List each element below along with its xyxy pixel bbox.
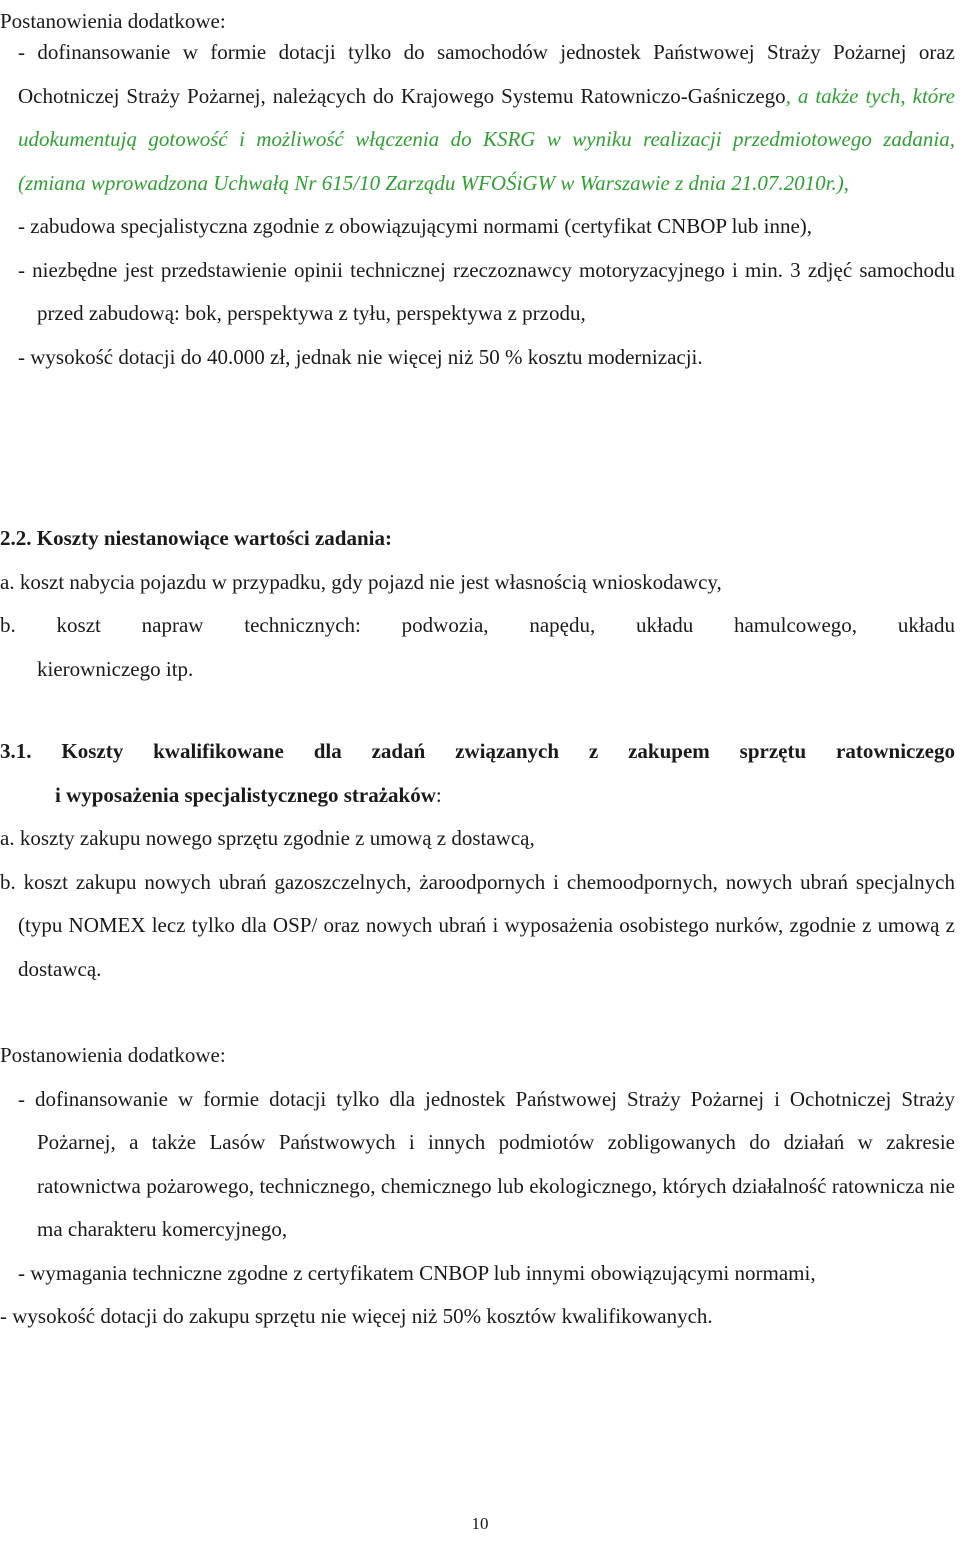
- list-item-a: a. koszty zakupu nowego sprzętu zgodnie z umową z dostawcą,: [0, 826, 535, 850]
- section-title-line2: i wyposażenia specjalistycznego strażaków: [55, 782, 436, 807]
- section-heading-2-2: [0, 517, 955, 561]
- list-item-dofinansowanie-2: - dofinansowanie w formie dotacji tylko dla jednostek Państwowej Straży Pożarnej i Ochotniczej Straży Pożarnej, a także Lasów Państwowych i innych podmiotów zobligowanych do działań w zakresie ratownictwa pożarowego, technicznego, chemicznego lub ekologicznego, których działalność ratownicza nie ma charakteru komercyjnego,: [18, 1086, 955, 1241]
- list-item-wymagania: - wymagania techniczne zgodne z certyfikatem CNBOP lub innymi obowiązującymi normami,: [18, 1260, 816, 1285]
- section-title-postanowienia-2: Postanowienia dodatkowe:: [0, 1043, 226, 1067]
- page-number: 10: [471, 1514, 489, 1533]
- section-title: Koszty niestanowiące wartości zadania:: [36, 526, 392, 550]
- list-item-dofinansowanie: [0, 31, 955, 205]
- section-heading-3-1-cont: i wyposażenia specjalistycznego strażaków:: [55, 782, 442, 807]
- list-item-wysokosc-2: - wysokość dotacji do zakupu sprzętu nie więcej niż 50% kosztów kwalifikowanych.: [0, 1304, 713, 1328]
- item-text: - dofinansowanie w formie dotacji tylko do samochodów jednostek Państwowej Straży Pożarnej oraz Ochotniczej Straży Pożarnej, należących do Krajowego Systemu Ratowniczo-Gaśniczego: [18, 40, 955, 108]
- section-title-postanowienia-1: Postanowienia dodatkowe:: [0, 9, 226, 33]
- list-item-a: a. koszt nabycia pojazdu w przypadku, gdy pojazd nie jest własnością wnioskodawcy,: [0, 569, 722, 594]
- list-item-opinia: - niezbędne jest przedstawienie opinii technicznej rzeczoznawcy motoryzacyjnego i min. 3 zdjęć samochodu przed zabudową: bok, perspektywa z tyłu, perspektywa z przodu,: [18, 257, 955, 325]
- section-number: 3.1.: [0, 739, 32, 763]
- list-item-wysokosc: - wysokość dotacji do 40.000 zł, jednak nie więcej niż 50 % kosztu modernizacji.: [18, 344, 703, 369]
- section-2-2: [0, 517, 955, 691]
- section-1-list: [0, 31, 955, 379]
- section-postanowienia-2: [0, 1034, 955, 1339]
- list-item-b: b. koszt zakupu nowych ubrań gazoszczelnych, żaroodpornych i chemoodpornych, nowych ubrań specjalnych (typu NOMEX lecz tylko dla OSP/ oraz nowych ubrań i wyposażenia osobistego nurków, zgodnie z umową z dostawcą.: [0, 869, 955, 981]
- list-item-b: b. koszt napraw technicznych: podwozia, napędu, układu hamulcowego, układu: [0, 613, 955, 637]
- amendment-text: , a także tych, które udokumentują gotowość i możliwość włączenia do KSRG w wyniku realizacji przedmiotowego zadania, (zmiana wprowadzona Uchwałą Nr 615/10 Zarządu WFOŚiGW w Warszawie z dnia 21.07.2010r.),: [18, 83, 955, 195]
- section-number: 2.2.: [0, 526, 32, 550]
- section-heading-3-1: [0, 730, 955, 774]
- list-item-b-cont: kierowniczego itp.: [37, 656, 194, 681]
- section-title-line1: Koszty kwalifikowane dla zadań związanych z zakupem sprzętu ratowniczego: [61, 739, 956, 763]
- list-item-zabudowa: - zabudowa specjalistyczna zgodnie z obowiązującymi normami (certyfikat CNBOP lub inne),: [18, 214, 813, 238]
- section-3-1: [0, 730, 955, 991]
